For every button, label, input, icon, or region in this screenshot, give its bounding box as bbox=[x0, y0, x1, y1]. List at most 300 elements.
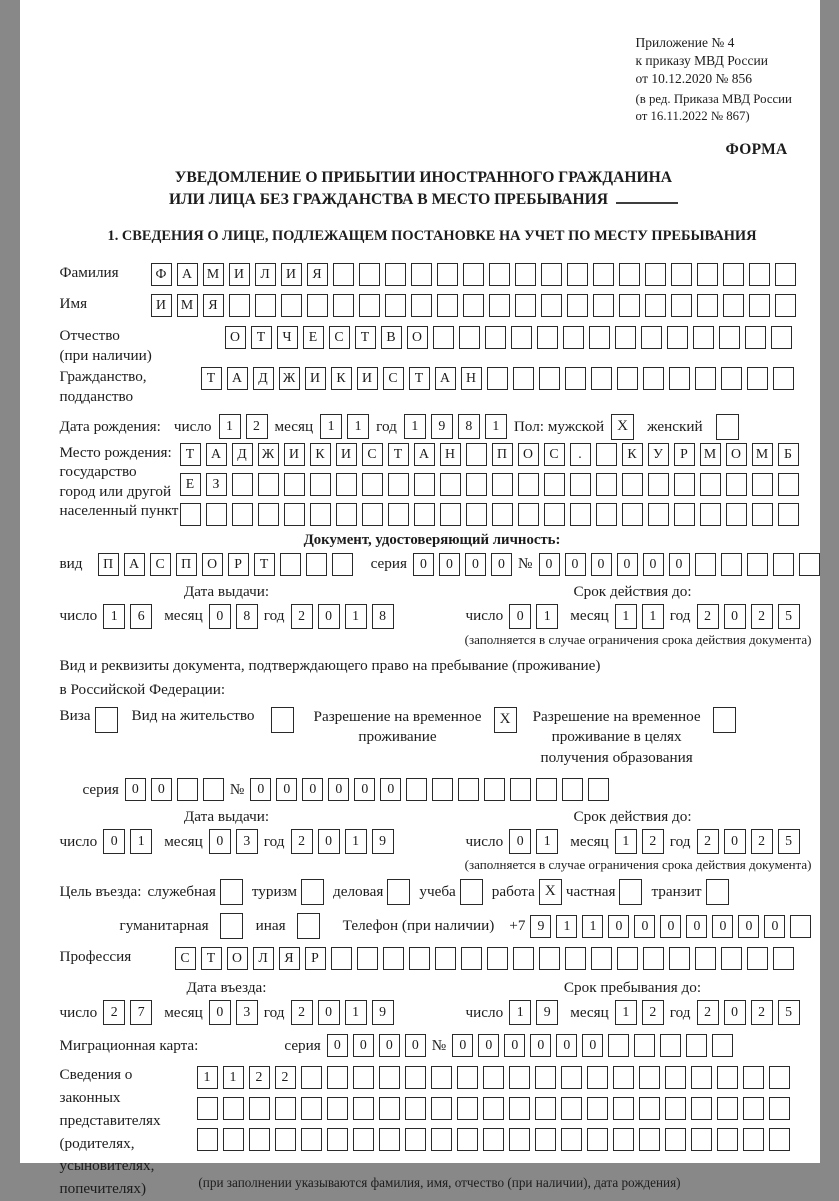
char-cell[interactable]: 2 bbox=[291, 829, 313, 854]
char-cell[interactable] bbox=[641, 326, 662, 349]
char-cell[interactable] bbox=[613, 1097, 634, 1120]
char-cell[interactable] bbox=[327, 1128, 348, 1151]
char-cell[interactable]: З bbox=[206, 473, 227, 496]
char-cell[interactable]: 0 bbox=[413, 553, 434, 576]
char-cell[interactable]: 0 bbox=[250, 778, 271, 801]
char-cell[interactable] bbox=[674, 473, 695, 496]
char-cell[interactable] bbox=[596, 473, 617, 496]
char-cell[interactable]: 0 bbox=[354, 778, 375, 801]
char-cell[interactable] bbox=[515, 263, 536, 286]
char-cell[interactable] bbox=[180, 503, 201, 526]
visa-checkbox[interactable] bbox=[95, 707, 118, 733]
char-cell[interactable]: 0 bbox=[353, 1034, 374, 1057]
char-cell[interactable]: Р bbox=[305, 947, 326, 970]
char-cell[interactable] bbox=[359, 294, 380, 317]
surname-field[interactable] bbox=[151, 263, 796, 286]
char-cell[interactable]: 3 bbox=[236, 829, 258, 854]
char-cell[interactable] bbox=[717, 1128, 738, 1151]
char-cell[interactable] bbox=[565, 367, 586, 390]
char-cell[interactable] bbox=[509, 1066, 530, 1089]
char-cell[interactable] bbox=[619, 294, 640, 317]
char-cell[interactable]: 8 bbox=[236, 604, 258, 629]
char-cell[interactable] bbox=[622, 473, 643, 496]
char-cell[interactable] bbox=[749, 294, 770, 317]
char-cell[interactable] bbox=[567, 294, 588, 317]
char-cell[interactable] bbox=[669, 947, 690, 970]
char-cell[interactable] bbox=[258, 473, 279, 496]
char-cell[interactable]: М bbox=[700, 443, 721, 466]
char-cell[interactable]: Ч bbox=[277, 326, 298, 349]
char-cell[interactable] bbox=[406, 778, 427, 801]
char-cell[interactable] bbox=[544, 503, 565, 526]
stay-month-field[interactable] bbox=[615, 1000, 664, 1025]
residence-valid-day-field[interactable] bbox=[509, 829, 558, 854]
char-cell[interactable]: А bbox=[177, 263, 198, 286]
char-cell[interactable] bbox=[405, 1097, 426, 1120]
char-cell[interactable]: 2 bbox=[291, 1000, 313, 1025]
birth-year-field[interactable] bbox=[404, 414, 507, 439]
purpose-transit-checkbox[interactable] bbox=[706, 879, 729, 905]
char-cell[interactable]: 1 bbox=[223, 1066, 244, 1089]
char-cell[interactable] bbox=[284, 503, 305, 526]
char-cell[interactable] bbox=[648, 503, 669, 526]
char-cell[interactable] bbox=[535, 1128, 556, 1151]
char-cell[interactable]: 0 bbox=[686, 915, 707, 938]
char-cell[interactable]: 1 bbox=[556, 915, 577, 938]
char-cell[interactable]: 1 bbox=[582, 915, 603, 938]
char-cell[interactable] bbox=[717, 1066, 738, 1089]
char-cell[interactable] bbox=[535, 1066, 556, 1089]
char-cell[interactable] bbox=[717, 1097, 738, 1120]
legal-representatives-row2-field[interactable] bbox=[197, 1097, 790, 1120]
char-cell[interactable] bbox=[437, 263, 458, 286]
char-cell[interactable] bbox=[745, 326, 766, 349]
char-cell[interactable]: 0 bbox=[582, 1034, 603, 1057]
char-cell[interactable]: 2 bbox=[249, 1066, 270, 1089]
char-cell[interactable]: 2 bbox=[697, 829, 719, 854]
char-cell[interactable]: Ф bbox=[151, 263, 172, 286]
temp-residence-education-checkbox[interactable] bbox=[713, 707, 736, 733]
char-cell[interactable] bbox=[719, 326, 740, 349]
char-cell[interactable]: У bbox=[648, 443, 669, 466]
char-cell[interactable] bbox=[561, 1128, 582, 1151]
char-cell[interactable]: Е bbox=[180, 473, 201, 496]
char-cell[interactable] bbox=[721, 553, 742, 576]
char-cell[interactable]: 0 bbox=[504, 1034, 525, 1057]
char-cell[interactable] bbox=[484, 778, 505, 801]
char-cell[interactable] bbox=[414, 503, 435, 526]
entry-day-field[interactable] bbox=[103, 1000, 152, 1025]
char-cell[interactable] bbox=[608, 1034, 629, 1057]
char-cell[interactable] bbox=[310, 473, 331, 496]
char-cell[interactable] bbox=[518, 473, 539, 496]
char-cell[interactable] bbox=[769, 1128, 790, 1151]
doc-number-field[interactable] bbox=[539, 553, 820, 576]
char-cell[interactable] bbox=[463, 263, 484, 286]
char-cell[interactable] bbox=[431, 1066, 452, 1089]
purpose-business-checkbox[interactable] bbox=[387, 879, 410, 905]
char-cell[interactable] bbox=[197, 1128, 218, 1151]
char-cell[interactable] bbox=[769, 1066, 790, 1089]
char-cell[interactable]: К bbox=[622, 443, 643, 466]
char-cell[interactable]: 0 bbox=[103, 829, 125, 854]
char-cell[interactable] bbox=[405, 1128, 426, 1151]
char-cell[interactable] bbox=[431, 1128, 452, 1151]
char-cell[interactable]: 0 bbox=[556, 1034, 577, 1057]
sex-male-checkbox[interactable]: X bbox=[611, 414, 634, 440]
birth-place-row2-field[interactable] bbox=[180, 473, 799, 496]
char-cell[interactable] bbox=[536, 778, 557, 801]
char-cell[interactable] bbox=[639, 1066, 660, 1089]
char-cell[interactable]: 0 bbox=[302, 778, 323, 801]
char-cell[interactable]: 0 bbox=[318, 604, 340, 629]
char-cell[interactable] bbox=[773, 553, 794, 576]
char-cell[interactable] bbox=[432, 778, 453, 801]
char-cell[interactable]: В bbox=[381, 326, 402, 349]
char-cell[interactable] bbox=[617, 367, 638, 390]
char-cell[interactable]: Т bbox=[180, 443, 201, 466]
migration-number-field[interactable] bbox=[452, 1034, 733, 1057]
char-cell[interactable] bbox=[492, 503, 513, 526]
char-cell[interactable] bbox=[414, 473, 435, 496]
char-cell[interactable] bbox=[353, 1128, 374, 1151]
char-cell[interactable]: 2 bbox=[697, 1000, 719, 1025]
char-cell[interactable] bbox=[660, 1034, 681, 1057]
char-cell[interactable] bbox=[617, 947, 638, 970]
purpose-study-checkbox[interactable] bbox=[460, 879, 483, 905]
char-cell[interactable] bbox=[775, 294, 796, 317]
residence-issue-day-field[interactable] bbox=[103, 829, 152, 854]
char-cell[interactable] bbox=[177, 778, 198, 801]
profession-field[interactable] bbox=[175, 947, 794, 970]
char-cell[interactable] bbox=[457, 1097, 478, 1120]
char-cell[interactable]: И bbox=[281, 263, 302, 286]
identity-valid-year-field[interactable] bbox=[697, 604, 800, 629]
char-cell[interactable] bbox=[643, 947, 664, 970]
char-cell[interactable]: Н bbox=[461, 367, 482, 390]
char-cell[interactable] bbox=[333, 263, 354, 286]
char-cell[interactable] bbox=[275, 1097, 296, 1120]
char-cell[interactable] bbox=[726, 503, 747, 526]
char-cell[interactable] bbox=[433, 326, 454, 349]
char-cell[interactable] bbox=[539, 367, 560, 390]
char-cell[interactable]: 2 bbox=[642, 829, 664, 854]
char-cell[interactable]: 1 bbox=[130, 829, 152, 854]
char-cell[interactable]: 0 bbox=[379, 1034, 400, 1057]
char-cell[interactable]: 5 bbox=[778, 1000, 800, 1025]
char-cell[interactable]: 0 bbox=[591, 553, 612, 576]
char-cell[interactable] bbox=[301, 1066, 322, 1089]
purpose-other-checkbox[interactable] bbox=[297, 913, 320, 939]
char-cell[interactable] bbox=[639, 1128, 660, 1151]
char-cell[interactable]: 1 bbox=[485, 414, 507, 439]
char-cell[interactable]: Я bbox=[307, 263, 328, 286]
birth-place-row1-field[interactable] bbox=[180, 443, 799, 466]
char-cell[interactable]: К bbox=[310, 443, 331, 466]
char-cell[interactable]: 2 bbox=[751, 829, 773, 854]
char-cell[interactable] bbox=[723, 263, 744, 286]
char-cell[interactable]: 2 bbox=[697, 604, 719, 629]
residence-permit-checkbox[interactable] bbox=[271, 707, 294, 733]
char-cell[interactable] bbox=[562, 778, 583, 801]
char-cell[interactable] bbox=[362, 503, 383, 526]
char-cell[interactable] bbox=[615, 326, 636, 349]
char-cell[interactable]: 1 bbox=[615, 604, 637, 629]
char-cell[interactable]: Т bbox=[355, 326, 376, 349]
char-cell[interactable] bbox=[591, 367, 612, 390]
char-cell[interactable]: 0 bbox=[724, 1000, 746, 1025]
char-cell[interactable] bbox=[667, 326, 688, 349]
purpose-humanitarian-checkbox[interactable] bbox=[220, 913, 243, 939]
char-cell[interactable]: 1 bbox=[615, 829, 637, 854]
char-cell[interactable] bbox=[648, 473, 669, 496]
char-cell[interactable] bbox=[799, 553, 820, 576]
char-cell[interactable] bbox=[747, 553, 768, 576]
entry-year-field[interactable] bbox=[291, 1000, 394, 1025]
char-cell[interactable] bbox=[379, 1097, 400, 1120]
char-cell[interactable] bbox=[537, 326, 558, 349]
char-cell[interactable]: 0 bbox=[712, 915, 733, 938]
char-cell[interactable] bbox=[281, 294, 302, 317]
char-cell[interactable] bbox=[747, 367, 768, 390]
char-cell[interactable] bbox=[284, 473, 305, 496]
char-cell[interactable]: 0 bbox=[724, 829, 746, 854]
char-cell[interactable] bbox=[693, 326, 714, 349]
char-cell[interactable]: М bbox=[203, 263, 224, 286]
sex-female-checkbox[interactable] bbox=[716, 414, 739, 440]
char-cell[interactable] bbox=[645, 263, 666, 286]
char-cell[interactable]: 8 bbox=[458, 414, 480, 439]
char-cell[interactable]: 0 bbox=[660, 915, 681, 938]
char-cell[interactable]: И bbox=[305, 367, 326, 390]
char-cell[interactable] bbox=[379, 1128, 400, 1151]
char-cell[interactable]: О bbox=[227, 947, 248, 970]
char-cell[interactable]: 0 bbox=[539, 553, 560, 576]
char-cell[interactable]: Б bbox=[778, 443, 799, 466]
char-cell[interactable]: Л bbox=[255, 263, 276, 286]
char-cell[interactable]: 0 bbox=[565, 553, 586, 576]
char-cell[interactable] bbox=[483, 1097, 504, 1120]
char-cell[interactable] bbox=[669, 367, 690, 390]
char-cell[interactable] bbox=[511, 326, 532, 349]
char-cell[interactable]: 1 bbox=[347, 414, 369, 439]
char-cell[interactable] bbox=[197, 1097, 218, 1120]
char-cell[interactable]: М bbox=[752, 443, 773, 466]
char-cell[interactable] bbox=[561, 1066, 582, 1089]
char-cell[interactable]: 2 bbox=[275, 1066, 296, 1089]
char-cell[interactable] bbox=[489, 263, 510, 286]
entry-month-field[interactable] bbox=[209, 1000, 258, 1025]
char-cell[interactable]: 6 bbox=[130, 604, 152, 629]
char-cell[interactable] bbox=[721, 947, 742, 970]
char-cell[interactable] bbox=[674, 503, 695, 526]
char-cell[interactable]: 1 bbox=[536, 829, 558, 854]
char-cell[interactable] bbox=[769, 1097, 790, 1120]
char-cell[interactable]: 0 bbox=[327, 1034, 348, 1057]
char-cell[interactable] bbox=[513, 367, 534, 390]
char-cell[interactable] bbox=[593, 263, 614, 286]
char-cell[interactable] bbox=[588, 778, 609, 801]
char-cell[interactable] bbox=[385, 263, 406, 286]
char-cell[interactable]: 2 bbox=[246, 414, 268, 439]
char-cell[interactable]: А bbox=[227, 367, 248, 390]
char-cell[interactable] bbox=[431, 1097, 452, 1120]
char-cell[interactable] bbox=[327, 1097, 348, 1120]
char-cell[interactable] bbox=[570, 473, 591, 496]
char-cell[interactable]: Т bbox=[388, 443, 409, 466]
char-cell[interactable] bbox=[743, 1066, 764, 1089]
char-cell[interactable]: О bbox=[407, 326, 428, 349]
char-cell[interactable] bbox=[388, 503, 409, 526]
char-cell[interactable] bbox=[280, 553, 301, 576]
birth-place-row3-field[interactable] bbox=[180, 503, 799, 526]
char-cell[interactable] bbox=[700, 473, 721, 496]
identity-valid-month-field[interactable] bbox=[615, 604, 664, 629]
char-cell[interactable] bbox=[307, 294, 328, 317]
char-cell[interactable] bbox=[613, 1066, 634, 1089]
char-cell[interactable]: 1 bbox=[615, 1000, 637, 1025]
char-cell[interactable] bbox=[567, 263, 588, 286]
char-cell[interactable]: 0 bbox=[209, 1000, 231, 1025]
doc-series-field[interactable] bbox=[413, 553, 512, 576]
char-cell[interactable] bbox=[332, 553, 353, 576]
char-cell[interactable] bbox=[695, 947, 716, 970]
char-cell[interactable] bbox=[541, 294, 562, 317]
char-cell[interactable] bbox=[301, 1128, 322, 1151]
char-cell[interactable]: 1 bbox=[197, 1066, 218, 1089]
char-cell[interactable] bbox=[487, 367, 508, 390]
char-cell[interactable] bbox=[466, 473, 487, 496]
temp-residence-permit-checkbox[interactable]: X bbox=[494, 707, 517, 733]
char-cell[interactable]: Т bbox=[254, 553, 275, 576]
char-cell[interactable]: 1 bbox=[345, 604, 367, 629]
char-cell[interactable]: 0 bbox=[452, 1034, 473, 1057]
char-cell[interactable] bbox=[665, 1097, 686, 1120]
char-cell[interactable]: А bbox=[124, 553, 145, 576]
char-cell[interactable]: 9 bbox=[372, 1000, 394, 1025]
char-cell[interactable] bbox=[589, 326, 610, 349]
doc-type-field[interactable] bbox=[98, 553, 353, 576]
char-cell[interactable] bbox=[643, 367, 664, 390]
char-cell[interactable]: 2 bbox=[642, 1000, 664, 1025]
char-cell[interactable]: 2 bbox=[751, 604, 773, 629]
char-cell[interactable]: О bbox=[225, 326, 246, 349]
char-cell[interactable] bbox=[587, 1128, 608, 1151]
char-cell[interactable]: Р bbox=[674, 443, 695, 466]
char-cell[interactable]: 0 bbox=[209, 829, 231, 854]
char-cell[interactable] bbox=[691, 1066, 712, 1089]
char-cell[interactable]: 1 bbox=[345, 829, 367, 854]
residence-number-field[interactable] bbox=[250, 778, 609, 801]
char-cell[interactable] bbox=[541, 263, 562, 286]
char-cell[interactable] bbox=[790, 915, 811, 938]
birth-day-field[interactable] bbox=[219, 414, 268, 439]
char-cell[interactable] bbox=[747, 947, 768, 970]
char-cell[interactable]: Л bbox=[253, 947, 274, 970]
purpose-private-checkbox[interactable] bbox=[619, 879, 642, 905]
char-cell[interactable] bbox=[485, 326, 506, 349]
char-cell[interactable]: И bbox=[336, 443, 357, 466]
char-cell[interactable] bbox=[518, 503, 539, 526]
char-cell[interactable] bbox=[223, 1128, 244, 1151]
char-cell[interactable] bbox=[229, 294, 250, 317]
char-cell[interactable]: С bbox=[150, 553, 171, 576]
residence-valid-month-field[interactable] bbox=[615, 829, 664, 854]
char-cell[interactable]: Я bbox=[203, 294, 224, 317]
char-cell[interactable]: 5 bbox=[778, 829, 800, 854]
legal-representatives-row3-field[interactable] bbox=[197, 1128, 790, 1151]
char-cell[interactable] bbox=[665, 1128, 686, 1151]
char-cell[interactable] bbox=[645, 294, 666, 317]
char-cell[interactable] bbox=[634, 1034, 655, 1057]
char-cell[interactable]: Д bbox=[232, 443, 253, 466]
char-cell[interactable]: 1 bbox=[509, 1000, 531, 1025]
char-cell[interactable] bbox=[461, 947, 482, 970]
char-cell[interactable] bbox=[509, 1097, 530, 1120]
char-cell[interactable]: 0 bbox=[478, 1034, 499, 1057]
char-cell[interactable] bbox=[255, 294, 276, 317]
char-cell[interactable]: И bbox=[357, 367, 378, 390]
char-cell[interactable]: 0 bbox=[643, 553, 664, 576]
migration-series-field[interactable] bbox=[327, 1034, 426, 1057]
char-cell[interactable]: 0 bbox=[318, 1000, 340, 1025]
char-cell[interactable]: А bbox=[435, 367, 456, 390]
char-cell[interactable]: 0 bbox=[669, 553, 690, 576]
char-cell[interactable]: Т bbox=[201, 367, 222, 390]
char-cell[interactable] bbox=[593, 294, 614, 317]
char-cell[interactable] bbox=[336, 503, 357, 526]
char-cell[interactable] bbox=[388, 473, 409, 496]
char-cell[interactable] bbox=[773, 367, 794, 390]
purpose-tourism-checkbox[interactable] bbox=[301, 879, 324, 905]
citizenship-field[interactable] bbox=[201, 367, 794, 390]
char-cell[interactable]: 1 bbox=[219, 414, 241, 439]
char-cell[interactable] bbox=[752, 503, 773, 526]
char-cell[interactable] bbox=[409, 947, 430, 970]
char-cell[interactable]: О bbox=[518, 443, 539, 466]
char-cell[interactable] bbox=[535, 1097, 556, 1120]
char-cell[interactable]: Ж bbox=[258, 443, 279, 466]
char-cell[interactable]: 1 bbox=[103, 604, 125, 629]
char-cell[interactable]: 0 bbox=[405, 1034, 426, 1057]
char-cell[interactable] bbox=[457, 1128, 478, 1151]
char-cell[interactable] bbox=[353, 1066, 374, 1089]
char-cell[interactable]: И bbox=[284, 443, 305, 466]
char-cell[interactable] bbox=[405, 1066, 426, 1089]
char-cell[interactable]: 0 bbox=[724, 604, 746, 629]
char-cell[interactable]: 9 bbox=[372, 829, 394, 854]
char-cell[interactable]: 7 bbox=[130, 1000, 152, 1025]
char-cell[interactable]: 0 bbox=[634, 915, 655, 938]
char-cell[interactable] bbox=[275, 1128, 296, 1151]
char-cell[interactable] bbox=[385, 294, 406, 317]
residence-issue-month-field[interactable] bbox=[209, 829, 258, 854]
char-cell[interactable]: 2 bbox=[291, 604, 313, 629]
char-cell[interactable]: Т bbox=[251, 326, 272, 349]
char-cell[interactable] bbox=[440, 503, 461, 526]
char-cell[interactable]: 0 bbox=[509, 829, 531, 854]
char-cell[interactable] bbox=[671, 294, 692, 317]
char-cell[interactable]: 0 bbox=[509, 604, 531, 629]
char-cell[interactable] bbox=[771, 326, 792, 349]
char-cell[interactable] bbox=[383, 947, 404, 970]
char-cell[interactable] bbox=[743, 1097, 764, 1120]
phone-field[interactable] bbox=[530, 915, 811, 938]
patronymic-field[interactable] bbox=[225, 326, 792, 349]
char-cell[interactable] bbox=[333, 294, 354, 317]
char-cell[interactable]: 0 bbox=[276, 778, 297, 801]
char-cell[interactable] bbox=[671, 263, 692, 286]
